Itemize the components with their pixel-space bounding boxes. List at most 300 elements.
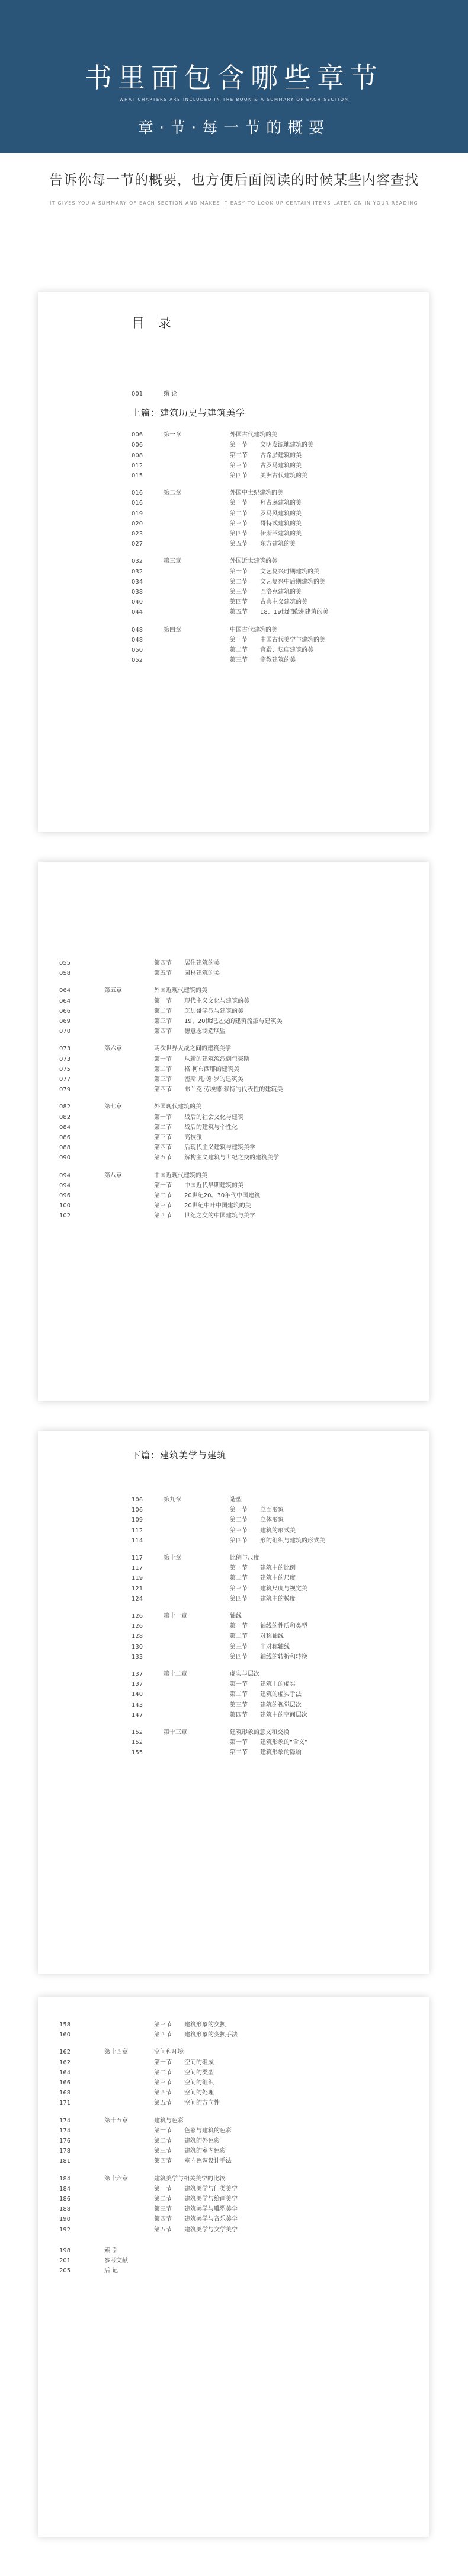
section-label: 第二节 <box>230 578 248 585</box>
section-row[interactable] <box>38 1028 429 1036</box>
section-row[interactable] <box>38 2021 429 2029</box>
banner-title: 书里面包含哪些章节 <box>85 62 383 94</box>
section-title: 格·柯布西耶的建筑美 <box>184 1066 240 1073</box>
section-label: 第四节 <box>154 1028 172 1035</box>
chapter-label: 第一章 <box>164 432 181 439</box>
chapter-label: 第八章 <box>104 1172 122 1179</box>
section-title: 古希腊建筑的美 <box>260 452 302 459</box>
page-number: 032 <box>132 568 143 575</box>
section-title: 伊斯兰建筑的美 <box>260 531 302 537</box>
page-number: 198 <box>59 2247 71 2254</box>
section-row[interactable] <box>38 970 429 978</box>
section-row[interactable] <box>38 1516 429 1525</box>
section-label: 第二节 <box>230 1633 248 1640</box>
section-label: 第一节 <box>230 1739 248 1746</box>
page-number: 130 <box>132 1643 143 1650</box>
page-number: 121 <box>132 1585 143 1592</box>
section-label: 第一节 <box>230 568 248 575</box>
page-number: 012 <box>132 462 143 469</box>
section-title: 建筑的虚实手法 <box>260 1691 302 1698</box>
chapter-row[interactable] <box>38 1670 429 1679</box>
page-number: 088 <box>59 1144 71 1152</box>
misc-row[interactable] <box>38 2257 429 2265</box>
section-row[interactable] <box>38 1144 429 1152</box>
section-label: 第三节 <box>154 2080 172 2086</box>
chapter-title: 外国近现代建筑的美 <box>154 987 207 994</box>
section-row[interactable] <box>38 1066 429 1074</box>
section-row[interactable] <box>38 540 429 549</box>
section-row[interactable] <box>38 1711 429 1720</box>
page-number: 058 <box>59 970 71 977</box>
section-row[interactable] <box>38 1749 429 1757</box>
section-row[interactable] <box>38 1681 429 1689</box>
section-row[interactable] <box>38 2127 429 2135</box>
page-number: 181 <box>59 2158 71 2165</box>
chapter-title: 中国古代建筑的美 <box>230 626 277 633</box>
section-label: 第四节 <box>154 1144 172 1152</box>
page-number: 016 <box>132 500 143 507</box>
section-row[interactable] <box>38 1114 429 1122</box>
section-row[interactable] <box>38 441 429 449</box>
section-label: 第三节 <box>230 657 248 664</box>
section-label: 第二节 <box>230 1691 248 1698</box>
misc-title: 后 记 <box>104 2268 118 2275</box>
page-number: 119 <box>132 1575 143 1582</box>
section-title: 德意志制造联盟 <box>184 1028 226 1035</box>
section-row[interactable] <box>38 598 429 607</box>
section-row[interactable] <box>38 2195 429 2204</box>
section-title: 建筑形象的交换 <box>184 2022 226 2028</box>
section-label: 第四节 <box>230 599 248 606</box>
chapter-row[interactable] <box>38 2175 429 2183</box>
section-row[interactable] <box>38 2099 429 2108</box>
section-title: 建筑中的空间层次 <box>260 1711 307 1719</box>
page-number: 006 <box>132 442 143 449</box>
chapter-row[interactable] <box>38 1729 429 1737</box>
section-row[interactable] <box>38 530 429 538</box>
section-row[interactable] <box>38 462 429 470</box>
section-title: 建筑形象的“含义” <box>260 1739 308 1746</box>
page-number: 027 <box>132 541 143 548</box>
section-title: 非对称轴线 <box>260 1643 290 1650</box>
section-row[interactable] <box>38 2079 429 2087</box>
section-row[interactable] <box>38 1056 429 1064</box>
page-number: 171 <box>59 2100 71 2107</box>
page-number: 086 <box>59 1134 71 1141</box>
section-row[interactable] <box>38 2089 429 2097</box>
banner-subtitle-en: WHAT CHAPTERS ARE INCLUDED IN THE BOOK & A SUMMARY OF EACH SECTION <box>119 97 349 102</box>
banner-subtitle: 章·节·每一节的概要 <box>137 119 331 137</box>
page-number: 140 <box>132 1691 143 1698</box>
chapter-row[interactable] <box>38 557 429 566</box>
chapter-title: 造型 <box>230 1497 242 1503</box>
section-title: 空间的组织 <box>184 2080 214 2086</box>
chapter-title: 外国中世纪建筑的美 <box>230 490 283 497</box>
section-title: 对称轴线 <box>260 1633 284 1640</box>
section-title: 建筑的外色彩 <box>184 2138 220 2144</box>
page-number: 178 <box>59 2148 71 2155</box>
section-row[interactable] <box>38 1585 429 1593</box>
section-row[interactable] <box>38 2157 429 2166</box>
section-label: 第三节 <box>154 1076 172 1083</box>
section-label: 第三节 <box>230 589 248 595</box>
page-number: 055 <box>59 960 71 967</box>
page-number: 133 <box>132 1653 143 1660</box>
section-row[interactable] <box>38 2185 429 2194</box>
section-row[interactable] <box>38 1008 429 1016</box>
chapter-label: 第四章 <box>164 626 181 633</box>
section-title: 建筑中的虚实 <box>260 1681 296 1688</box>
page-number: 008 <box>132 452 143 459</box>
section-label: 第二节 <box>154 1008 172 1015</box>
section-label: 第四节 <box>230 1653 248 1660</box>
section-label: 第三节 <box>154 2148 172 2155</box>
section-title: 中国古代美学与建筑的美 <box>260 636 325 643</box>
page-number: 126 <box>132 1623 143 1630</box>
section-row[interactable] <box>38 2226 429 2234</box>
page-number: 096 <box>59 1193 71 1199</box>
section-title: 弗兰克·劳埃德·赖特的代表性的建筑美 <box>184 1086 283 1093</box>
section-title: 建筑的室内色彩 <box>184 2148 226 2155</box>
section-row[interactable] <box>38 1701 429 1710</box>
intro-text: 告诉你每一节的概要，也方便后面阅读的时候某些内容查找 <box>49 173 419 188</box>
chapter-row[interactable] <box>38 1496 429 1504</box>
section-label: 第一节 <box>154 1182 172 1189</box>
section-label: 第三节 <box>230 1527 248 1534</box>
section-title: 园林建筑的美 <box>184 970 220 977</box>
chapter-title: 中国近现代建筑的美 <box>154 1172 207 1179</box>
page-number: 184 <box>59 2175 71 2182</box>
section-title: 美洲古代建筑的美 <box>260 473 307 479</box>
page-number: 114 <box>132 1537 143 1544</box>
page-number: 015 <box>132 473 143 479</box>
page-number: 106 <box>132 1497 143 1503</box>
section-row[interactable] <box>38 1527 429 1535</box>
chapter-label: 第三章 <box>164 558 181 565</box>
page-number: 184 <box>59 2185 71 2192</box>
intro-text-en: IT GIVES YOU A SUMMARY OF EACH SECTION AND MAKES IT EASY TO LOOK UP CERTAIN ITEMS LATER ON IN YOUR READING <box>50 200 418 206</box>
section-title: 巴洛克建筑的美 <box>260 589 302 595</box>
part-title: 下篇：建筑美学与建筑 <box>132 1450 227 1461</box>
page-number: 094 <box>59 1172 71 1179</box>
toc-page-1 <box>38 292 429 832</box>
section-label: 第二节 <box>230 1517 248 1524</box>
section-row[interactable] <box>38 1643 429 1652</box>
section-label: 第五节 <box>154 2100 172 2107</box>
page-number: 109 <box>132 1517 143 1524</box>
page-number: 020 <box>132 520 143 527</box>
page-number: 143 <box>132 1701 143 1708</box>
page-number: 073 <box>59 1056 71 1063</box>
chapter-row[interactable] <box>38 987 429 995</box>
section-row[interactable] <box>38 2069 429 2077</box>
section-row[interactable] <box>38 2059 429 2067</box>
section-label: 第一节 <box>154 997 172 1005</box>
section-label: 第二节 <box>154 2069 172 2076</box>
section-title: 建筑中的模度 <box>260 1595 296 1602</box>
section-title: 建筑美学与绘画美学 <box>184 2196 238 2202</box>
chapter-row[interactable] <box>38 1554 429 1563</box>
section-title: 从新的建筑流派到包豪斯 <box>184 1056 249 1063</box>
section-title: 建筑美学与雕塑美学 <box>184 2206 238 2213</box>
chapter-title: 空间和环境 <box>154 2049 184 2056</box>
section-row[interactable] <box>38 568 429 576</box>
chapter-label: 第六章 <box>104 1045 122 1053</box>
page-number: 102 <box>59 1213 71 1220</box>
chapter-label: 第七章 <box>104 1104 122 1111</box>
chapter-title: 外国现代建筑的美 <box>154 1104 201 1111</box>
page-number: 164 <box>59 2069 71 2076</box>
section-label: 第四节 <box>154 2090 172 2097</box>
section-title: 立体形象 <box>260 1517 284 1524</box>
page-number: 019 <box>132 510 143 517</box>
section-label: 第四节 <box>230 473 248 479</box>
section-title: 密斯·凡·德·罗的建筑美 <box>184 1076 243 1083</box>
section-label: 第三节 <box>154 1018 172 1025</box>
page-number: 137 <box>132 1681 143 1688</box>
page-number: 090 <box>59 1155 71 1162</box>
section-label: 第三节 <box>230 520 248 527</box>
section-row[interactable] <box>38 2147 429 2156</box>
section-title: 古典主义建筑的美 <box>260 599 307 606</box>
page-number: 040 <box>132 599 143 606</box>
header-banner <box>0 0 468 153</box>
section-label: 第三节 <box>230 462 248 469</box>
section-row[interactable] <box>38 1134 429 1142</box>
section-row[interactable] <box>38 520 429 528</box>
page-number: 100 <box>59 1203 71 1210</box>
section-row[interactable] <box>38 2215 429 2224</box>
section-row[interactable] <box>38 1739 429 1747</box>
misc-row[interactable] <box>38 2267 429 2275</box>
section-title: 后现代主义建筑与建筑美学 <box>184 1144 255 1152</box>
section-row[interactable] <box>38 1192 429 1200</box>
section-label: 第二节 <box>154 1193 172 1199</box>
page-number: 038 <box>132 589 143 595</box>
chapter-row[interactable] <box>38 1045 429 1053</box>
section-label: 第一节 <box>230 442 248 449</box>
page-number: 147 <box>132 1711 143 1719</box>
section-label: 第一节 <box>154 2127 172 2134</box>
section-title: 高技派 <box>184 1134 202 1141</box>
section-label: 第五节 <box>154 1155 172 1162</box>
section-row[interactable] <box>38 1124 429 1132</box>
misc-row[interactable] <box>38 390 429 398</box>
page-number: 044 <box>132 609 143 616</box>
misc-title: 绪 论 <box>164 391 178 397</box>
page-number: 128 <box>132 1633 143 1640</box>
chapter-row[interactable] <box>38 431 429 439</box>
section-title: 空间的组成 <box>184 2059 214 2066</box>
section-title: 轴线的转折和转换 <box>260 1653 307 1660</box>
section-label: 第一节 <box>230 636 248 643</box>
chapter-label: 第十章 <box>164 1555 181 1561</box>
section-title: 东方建筑的美 <box>260 541 296 548</box>
page-number: 162 <box>59 2059 71 2066</box>
page-number: 174 <box>59 2117 71 2124</box>
section-label: 第一节 <box>154 1056 172 1063</box>
section-row[interactable] <box>38 2205 429 2214</box>
section-row[interactable] <box>38 636 429 645</box>
section-row[interactable] <box>38 588 429 597</box>
page-number: 084 <box>59 1124 71 1131</box>
page-number: 168 <box>59 2090 71 2097</box>
section-row[interactable] <box>38 1212 429 1220</box>
page-number: 205 <box>59 2268 71 2275</box>
toc-page-3 <box>38 1431 429 1974</box>
section-row[interactable] <box>38 1086 429 1094</box>
section-label: 第四节 <box>154 2032 172 2039</box>
chapter-label: 第二章 <box>164 490 181 497</box>
section-title: 文艺复兴中后期建筑的美 <box>260 578 325 585</box>
section-title: 战后的社会文化与建筑 <box>184 1114 243 1121</box>
part-title: 上篇：建筑历史与建筑美学 <box>132 407 246 419</box>
section-label: 第四节 <box>154 1213 172 1220</box>
section-row[interactable] <box>38 1537 429 1545</box>
page-number: 066 <box>59 1008 71 1015</box>
section-title: 形的组织与建筑的形式美 <box>260 1537 325 1544</box>
chapter-label: 第九章 <box>164 1497 181 1503</box>
section-row[interactable] <box>38 1622 429 1631</box>
section-row[interactable] <box>38 1595 429 1603</box>
page-number: 016 <box>132 490 143 497</box>
page-number: 073 <box>59 1045 71 1053</box>
section-label: 第五节 <box>154 970 172 977</box>
section-row[interactable] <box>38 2031 429 2039</box>
page-number: 152 <box>132 1739 143 1746</box>
section-label: 第二节 <box>230 1575 248 1582</box>
section-row[interactable] <box>38 1506 429 1515</box>
page-number: 126 <box>132 1613 143 1619</box>
page-number: 075 <box>59 1066 71 1073</box>
page-number: 152 <box>132 1729 143 1736</box>
misc-title: 参考文献 <box>104 2258 128 2264</box>
section-row[interactable] <box>38 1574 429 1583</box>
section-row[interactable] <box>38 1018 429 1026</box>
section-title: 现代主义文化与建筑的美 <box>184 997 249 1005</box>
section-label: 第三节 <box>230 1585 248 1592</box>
section-row[interactable] <box>38 997 429 1006</box>
chapter-row[interactable] <box>38 489 429 498</box>
chapter-row[interactable] <box>38 1172 429 1180</box>
chapter-label: 第十一章 <box>164 1613 187 1619</box>
page-number: 048 <box>132 636 143 643</box>
section-row[interactable] <box>38 1633 429 1641</box>
page-number: 160 <box>59 2032 71 2039</box>
section-row[interactable] <box>38 578 429 586</box>
section-row[interactable] <box>38 646 429 655</box>
section-label: 第二节 <box>230 452 248 459</box>
section-row[interactable] <box>38 472 429 480</box>
section-row[interactable] <box>38 1182 429 1190</box>
section-row[interactable] <box>38 1653 429 1662</box>
section-label: 第一节 <box>154 2185 172 2192</box>
section-label: 第三节 <box>230 1701 248 1708</box>
misc-row[interactable] <box>38 2247 429 2255</box>
page-number: 079 <box>59 1086 71 1093</box>
page-number: 032 <box>132 558 143 565</box>
section-title: 轴线的性质和类型 <box>260 1623 307 1630</box>
page-number: 137 <box>132 1671 143 1678</box>
section-row[interactable] <box>38 452 429 460</box>
chapter-row[interactable] <box>38 626 429 635</box>
section-label: 第三节 <box>230 1643 248 1650</box>
section-title: 色彩与建筑的色彩 <box>184 2127 232 2134</box>
page-number: 082 <box>59 1104 71 1111</box>
section-row[interactable] <box>38 1154 429 1162</box>
section-title: 中国近代早期建筑的美 <box>184 1182 243 1189</box>
section-label: 第一节 <box>230 1623 248 1630</box>
section-title: 空间的类型 <box>184 2069 214 2076</box>
page-number: 094 <box>59 1182 71 1189</box>
section-row[interactable] <box>38 959 429 968</box>
section-row[interactable] <box>38 1564 429 1573</box>
chapter-row[interactable] <box>38 2048 429 2057</box>
chapter-label: 第十六章 <box>104 2175 128 2182</box>
section-title: 立面形象 <box>260 1507 284 1514</box>
page-number: 082 <box>59 1114 71 1121</box>
section-label: 第三节 <box>154 1203 172 1210</box>
chapter-row[interactable] <box>38 1612 429 1621</box>
section-label: 第四节 <box>154 1086 172 1093</box>
page-number: 155 <box>132 1749 143 1756</box>
chapter-row[interactable] <box>38 2117 429 2125</box>
section-row[interactable] <box>38 1202 429 1210</box>
section-label: 第四节 <box>154 960 172 967</box>
chapter-label: 第十三章 <box>164 1729 187 1736</box>
section-label: 第五节 <box>230 541 248 548</box>
section-title: 哥特式建筑的美 <box>260 520 302 527</box>
section-label: 第一节 <box>230 1565 248 1572</box>
section-title: 建筑尺度与视觉美 <box>260 1585 307 1592</box>
section-label: 第四节 <box>230 1537 248 1544</box>
section-title: 战后的建筑与个性化 <box>184 1124 238 1131</box>
section-title: 空间的方向性 <box>184 2100 220 2107</box>
page-number: 192 <box>59 2226 71 2233</box>
section-title: 居住建筑的美 <box>184 960 220 967</box>
page-number: 048 <box>132 626 143 633</box>
section-row[interactable] <box>38 499 429 508</box>
section-title: 罗马风建筑的美 <box>260 510 302 517</box>
section-title: 建筑中的比例 <box>260 1565 296 1572</box>
chapter-title: 建筑与色彩 <box>154 2117 184 2124</box>
section-label: 第三节 <box>154 2022 172 2028</box>
chapter-row[interactable] <box>38 1103 429 1111</box>
chapter-label: 第十二章 <box>164 1671 187 1678</box>
section-row[interactable] <box>38 510 429 518</box>
section-title: 建筑美学与文学美学 <box>184 2226 238 2233</box>
section-label: 第二节 <box>230 510 248 517</box>
section-title: 建筑美学与音乐美学 <box>184 2216 238 2223</box>
section-row[interactable] <box>38 608 429 617</box>
page-number: 077 <box>59 1076 71 1083</box>
section-title: 18、19世纪欧洲建筑的美 <box>260 609 329 616</box>
section-row[interactable] <box>38 656 429 665</box>
page-number: 158 <box>59 2022 71 2028</box>
section-label: 第二节 <box>154 1124 172 1131</box>
section-row[interactable] <box>38 1076 429 1084</box>
page-number: 023 <box>132 531 143 537</box>
section-title: 解构主义建筑与世纪之交的建筑美学 <box>184 1155 279 1162</box>
section-label: 第一节 <box>154 2059 172 2066</box>
section-row[interactable] <box>38 2137 429 2145</box>
page-number: 174 <box>59 2127 71 2134</box>
section-row[interactable] <box>38 1691 429 1699</box>
section-label: 第四节 <box>154 2158 172 2165</box>
section-label: 第四节 <box>230 531 248 537</box>
page-number: 050 <box>132 647 143 653</box>
page-number: 106 <box>132 1507 143 1514</box>
